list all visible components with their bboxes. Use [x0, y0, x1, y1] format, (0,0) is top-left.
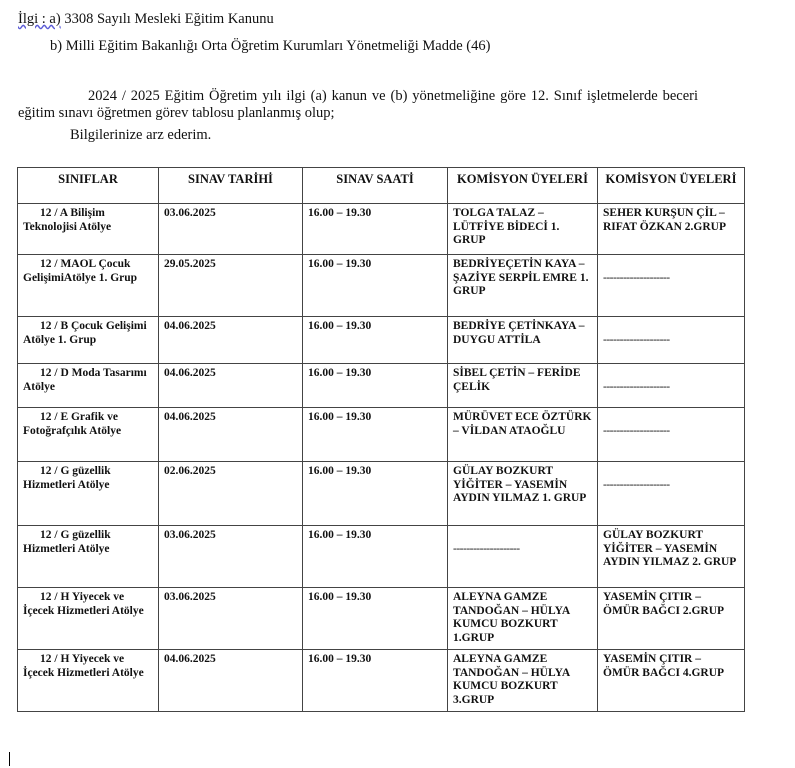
date-cell: 03.06.2025: [159, 526, 303, 588]
committee-1-cell: --------------------: [448, 526, 598, 588]
table-row: [18, 462, 745, 526]
class-cell: 12 / E Grafik ve Fotoğrafçılık Atölye: [18, 408, 159, 462]
duty-table: [17, 167, 745, 712]
table-row: [18, 204, 745, 255]
time-cell: 16.00 – 19.30: [303, 588, 448, 650]
ilgi-label: İlgi : a): [18, 11, 61, 27]
header-exam-date: SINAV TARİHİ: [159, 168, 303, 204]
date-cell: 04.06.2025: [159, 364, 303, 408]
body-paragraph: 2024 / 2025 Eğitim Öğretim yılı ilgi (a) kanun ve (b) yönetmeliğine göre 12. Sınıf işletmelerde beceri eğitim sınavı öğretmen görev tablosu planlanmış olup;: [18, 88, 698, 121]
committee-1-cell: GÜLAY BOZKURT YİĞİTER – YASEMİN AYDIN YILMAZ 1. GRUP: [448, 462, 598, 526]
date-cell: 03.06.2025: [159, 588, 303, 650]
table-row: [18, 408, 745, 462]
date-cell: 29.05.2025: [159, 255, 303, 317]
committee-2-cell: --------------------: [598, 317, 745, 364]
committee-1-cell: TOLGA TALAZ – LÜTFİYE BİDECİ 1. GRUP: [448, 204, 598, 255]
table-row: [18, 364, 745, 408]
committee-2-cell: --------------------: [598, 255, 745, 317]
time-cell: 16.00 – 19.30: [303, 317, 448, 364]
time-cell: 16.00 – 19.30: [303, 650, 448, 712]
committee-2-cell: SEHER KURŞUN ÇİL – RIFAT ÖZKAN 2.GRUP: [598, 204, 745, 255]
class-cell: 12 / G güzellik Hizmetleri Atölye: [18, 526, 159, 588]
committee-1-cell: ALEYNA GAMZE TANDOĞAN – HÜLYA KUMCU BOZKURT 3.GRUP: [448, 650, 598, 712]
committee-2-cell: GÜLAY BOZKURT YİĞİTER – YASEMİN AYDIN YILMAZ 2. GRUP: [598, 526, 745, 588]
class-cell: 12 / G güzellik Hizmetleri Atölye: [18, 462, 159, 526]
date-cell: 03.06.2025: [159, 204, 303, 255]
table-row: [18, 317, 745, 364]
committee-1-cell: BEDRİYE ÇETİNKAYA – DUYGU ATTİLA: [448, 317, 598, 364]
reference-a-text: 3308 Sayılı Mesleki Eğitim Kanunu: [60, 11, 274, 27]
class-cell: 12 / MAOL Çocuk GelişimiAtölye 1. Grup: [18, 255, 159, 317]
time-cell: 16.00 – 19.30: [303, 255, 448, 317]
header-exam-time: SINAV SAATİ: [303, 168, 448, 204]
header-classes: SINIFLAR: [18, 168, 159, 204]
class-cell: 12 / H Yiyecek ve İçecek Hizmetleri Atölye: [18, 588, 159, 650]
committee-2-cell: YASEMİN ÇITIR – ÖMÜR BAĞCI 2.GRUP: [598, 588, 745, 650]
text-cursor: [9, 752, 10, 766]
committee-2-cell: YASEMİN ÇITIR – ÖMÜR BAĞCI 4.GRUP: [598, 650, 745, 712]
time-cell: 16.00 – 19.30: [303, 408, 448, 462]
date-cell: 04.06.2025: [159, 408, 303, 462]
header-committee-2: KOMİSYON ÜYELERİ: [598, 168, 745, 204]
reference-a: [18, 10, 274, 28]
time-cell: 16.00 – 19.30: [303, 204, 448, 255]
committee-2-cell: --------------------: [598, 408, 745, 462]
table-row: [18, 650, 745, 712]
class-cell: 12 / H Yiyecek ve İçecek Hizmetleri Atölye: [18, 650, 159, 712]
table-row: [18, 526, 745, 588]
class-cell: 12 / A Bilişim Teknolojisi Atölye: [18, 204, 159, 255]
date-cell: 04.06.2025: [159, 650, 303, 712]
class-cell: 12 / B Çocuk Gelişimi Atölye 1. Grup: [18, 317, 159, 364]
committee-1-cell: BEDRİYEÇETİN KAYA – ŞAZİYE SERPİL EMRE 1. GRUP: [448, 255, 598, 317]
committee-2-cell: --------------------: [598, 364, 745, 408]
table-row: [18, 588, 745, 650]
time-cell: 16.00 – 19.30: [303, 364, 448, 408]
class-cell: 12 / D Moda Tasarımı Atölye: [18, 364, 159, 408]
committee-2-cell: --------------------: [598, 462, 745, 526]
committee-1-cell: SİBEL ÇETİN – FERİDE ÇELİK: [448, 364, 598, 408]
committee-1-cell: ALEYNA GAMZE TANDOĞAN – HÜLYA KUMCU BOZKURT 1.GRUP: [448, 588, 598, 650]
time-cell: 16.00 – 19.30: [303, 462, 448, 526]
header-committee-1: KOMİSYON ÜYELERİ: [448, 168, 598, 204]
time-cell: 16.00 – 19.30: [303, 526, 448, 588]
committee-1-cell: MÜRÜVET ECE ÖZTÜRK – VİLDAN ATAOĞLU: [448, 408, 598, 462]
table-row: [18, 255, 745, 317]
closing-line: Bilgilerinize arz ederim.: [70, 127, 212, 143]
table-header-row: [18, 168, 745, 204]
date-cell: 02.06.2025: [159, 462, 303, 526]
reference-b: b) Milli Eğitim Bakanlığı Orta Öğretim Kurumları Yönetmeliği Madde (46): [50, 38, 491, 54]
date-cell: 04.06.2025: [159, 317, 303, 364]
